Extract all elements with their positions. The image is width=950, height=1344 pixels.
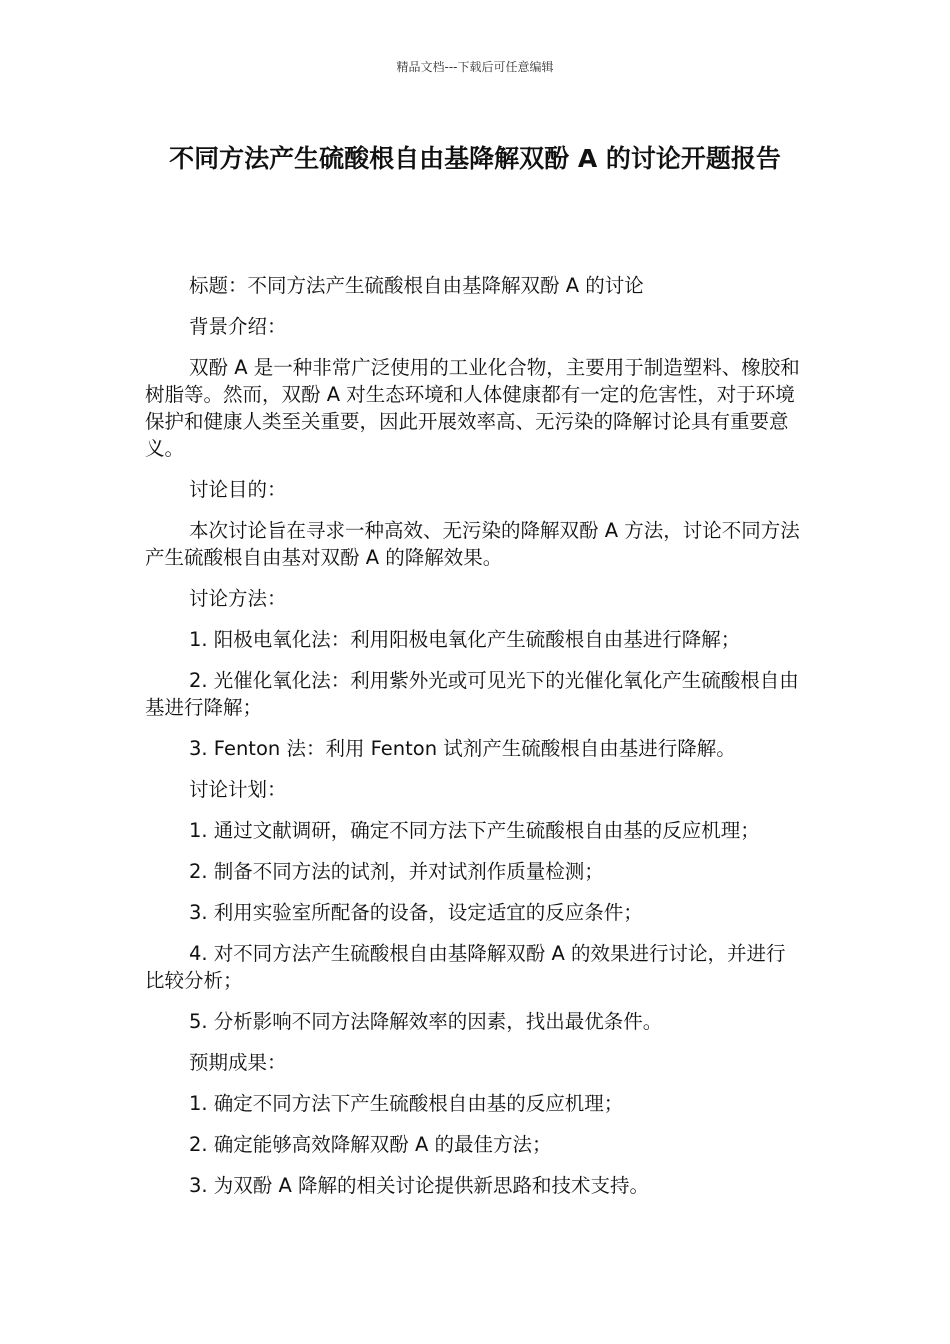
- list-item-outcome-2: 2. 确定能够高效降解双酚 A 的最佳方法；: [189, 1133, 552, 1156]
- paragraph-background: 双酚 A 是一种非常广泛使用的工业化合物，主要用于制造塑料、橡胶和树脂等。然而，双酚 A 对生态环境和人体健康都有一定的危害性，对于环境保护和健康人类至关重要，因此开展效率高、无污染的降解讨论具有重要意义。: [145, 356, 800, 460]
- page-header: 精品文档---下载后可任意编辑: [396, 60, 554, 74]
- list-item-method-3: 3. Fenton 法：利用 Fenton 试剂产生硫酸根自由基进行降解。: [189, 737, 736, 760]
- heading-outcomes: 预期成果：: [189, 1051, 287, 1074]
- document-title: 不同方法产生硫酸根自由基降解双酚 A 的讨论开题报告: [169, 144, 781, 173]
- heading-plan: 讨论计划：: [189, 778, 287, 801]
- list-item-outcome-1: 1. 确定不同方法下产生硫酸根自由基的反应机理；: [189, 1092, 624, 1115]
- list-item-outcome-3: 3. 为双酚 A 降解的相关讨论提供新思路和技术支持。: [189, 1174, 650, 1197]
- list-item-method-2: 2. 光催化氧化法：利用紫外光或可见光下的光催化氧化产生硫酸根自由基进行降解；: [145, 669, 799, 719]
- list-item-plan-3: 3. 利用实验室所配备的设备，设定适宜的反应条件；: [189, 901, 643, 924]
- heading-purpose: 讨论目的：: [189, 478, 287, 501]
- heading-background: 背景介绍：: [189, 315, 287, 338]
- list-item-plan-1: 1. 通过文献调研，确定不同方法下产生硫酸根自由基的反应机理；: [189, 819, 760, 842]
- list-item-plan-5: 5. 分析影响不同方法降解效率的因素，找出最优条件。: [189, 1010, 663, 1033]
- list-item-plan-4: 4. 对不同方法产生硫酸根自由基降解双酚 A 的效果进行讨论，并进行比较分析；: [145, 942, 786, 992]
- paragraph-topic: 标题：不同方法产生硫酸根自由基降解双酚 A 的讨论: [189, 274, 644, 297]
- document-body: [145, 272, 800, 1213]
- list-item-plan-2: 2. 制备不同方法的试剂，并对试剂作质量检测；: [189, 860, 604, 883]
- paragraph-purpose: 本次讨论旨在寻求一种高效、无污染的降解双酚 A 方法，讨论不同方法产生硫酸根自由基对双酚 A 的降解效果。: [145, 519, 800, 569]
- list-item-method-1: 1. 阳极电氧化法：利用阳极电氧化产生硫酸根自由基进行降解；: [189, 628, 741, 651]
- heading-methods: 讨论方法：: [189, 587, 287, 610]
